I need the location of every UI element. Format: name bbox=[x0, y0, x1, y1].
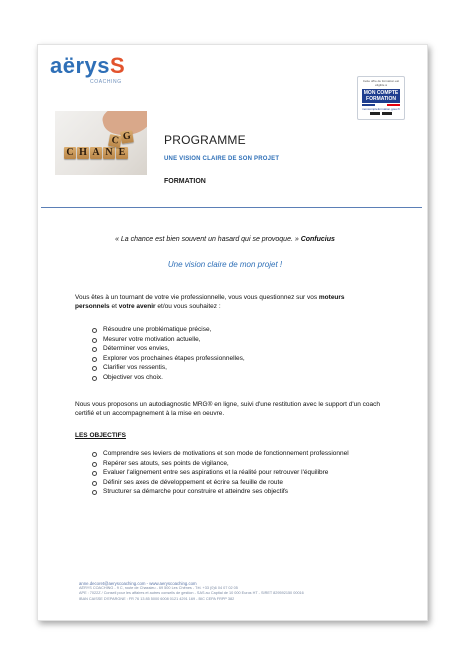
quote-text: « La chance est bien souvent un hasard qui se provoque. » bbox=[115, 236, 299, 243]
footer-bank: IBAN CAISSE D'EPARGNE : FR 76 13 85 5000 6008 0121 4291 169 - BIC CEPA FRPP 382 bbox=[79, 596, 235, 601]
aerys-logo bbox=[50, 53, 126, 85]
mon-compte-formation-badge bbox=[357, 76, 405, 120]
footer-address: AËRYS COACHING - 9 C, route de Chassieu - 69 500 Les Chênes - Tél. +33 (0)6 04 07 02 05 bbox=[79, 586, 238, 591]
list-item: Comprendre ses leviers de motivations et son mode de fonctionnement professionnel bbox=[92, 449, 349, 459]
offer-paragraph: Nous vous proposons un autodiagnostic MRG® en ligne, suivi d'une restitution avec le support d'un coach certifié et un accompagnement à la mise en oeuvre. bbox=[75, 401, 381, 417]
cube-n: N bbox=[103, 147, 115, 159]
cube-c-top: C bbox=[108, 134, 122, 148]
badge-url: moncompteformation.gouv.fr bbox=[362, 107, 400, 111]
list-item: Evaluer l'alignement entre ses aspirations et la réalité pour retrouver l'équilibre bbox=[92, 468, 349, 478]
footer-contact: anne.decoret@aeryscoaching.com - www.aeryscoaching.com bbox=[79, 581, 197, 586]
list-item: Définir ses axes de développement et écrire sa feuille de route bbox=[92, 478, 349, 488]
badge-main-text: MON COMPTE FORMATION bbox=[363, 90, 399, 102]
footer-legal: APE : 7022Z / Conseil pour les affaires et autres conseils de gestion - SAS au Capital de 10 000 Euros HT - SIRET 829592150 00016 bbox=[79, 591, 304, 596]
change-cubes-photo bbox=[55, 111, 147, 175]
cube-g: G bbox=[120, 130, 134, 144]
list-item: Déterminer vos envies, bbox=[92, 344, 245, 354]
quote bbox=[40, 236, 410, 243]
logo-main-text: aërys bbox=[50, 53, 111, 78]
page-footer bbox=[79, 581, 399, 602]
formation-label: FORMATION bbox=[164, 178, 206, 185]
app-store-icons bbox=[358, 112, 404, 115]
badge-flag-stripes bbox=[362, 104, 400, 106]
goals-list bbox=[92, 325, 245, 382]
header-divider bbox=[41, 207, 422, 208]
objectives-list bbox=[92, 449, 349, 497]
list-item: Explorer vos prochaines étapes professionnelles, bbox=[92, 354, 245, 364]
logo-subtitle: COACHING bbox=[90, 79, 122, 85]
list-item: Structurer sa démarche pour construire et atteindre ses objectifs bbox=[92, 487, 349, 497]
logo-accent-text: S bbox=[110, 53, 126, 78]
headline: Une vision claire de mon projet ! bbox=[167, 260, 283, 269]
cube-a: A bbox=[90, 147, 102, 159]
page-subtitle: UNE VISION CLAIRE DE SON PROJET bbox=[164, 156, 280, 162]
cube-c: C bbox=[64, 147, 76, 159]
list-item: Mesurer votre motivation actuelle, bbox=[92, 335, 245, 345]
objectives-heading: LES OBJECTIFS bbox=[75, 432, 126, 439]
list-item: Repérer ses atouts, ses points de vigilance, bbox=[92, 459, 349, 469]
quote-author: Confucius bbox=[298, 236, 335, 243]
cube-h: H bbox=[77, 147, 89, 159]
list-item: Objectiver vos choix. bbox=[92, 373, 245, 383]
cube-e: E bbox=[116, 147, 128, 159]
list-item: Clarifier vos ressentis, bbox=[92, 363, 245, 373]
page-title: PROGRAMME bbox=[164, 133, 246, 147]
list-item: Résoudre une problématique précise, bbox=[92, 325, 245, 335]
intro-paragraph: Vous êtes à un tournant de votre vie professionnelle, vous vous questionnez sur vos moteurs personnels et votre avenir et/ou vous souhaitez : bbox=[75, 294, 345, 310]
badge-top-text: Cette offre de formation est éligible à bbox=[362, 79, 400, 87]
